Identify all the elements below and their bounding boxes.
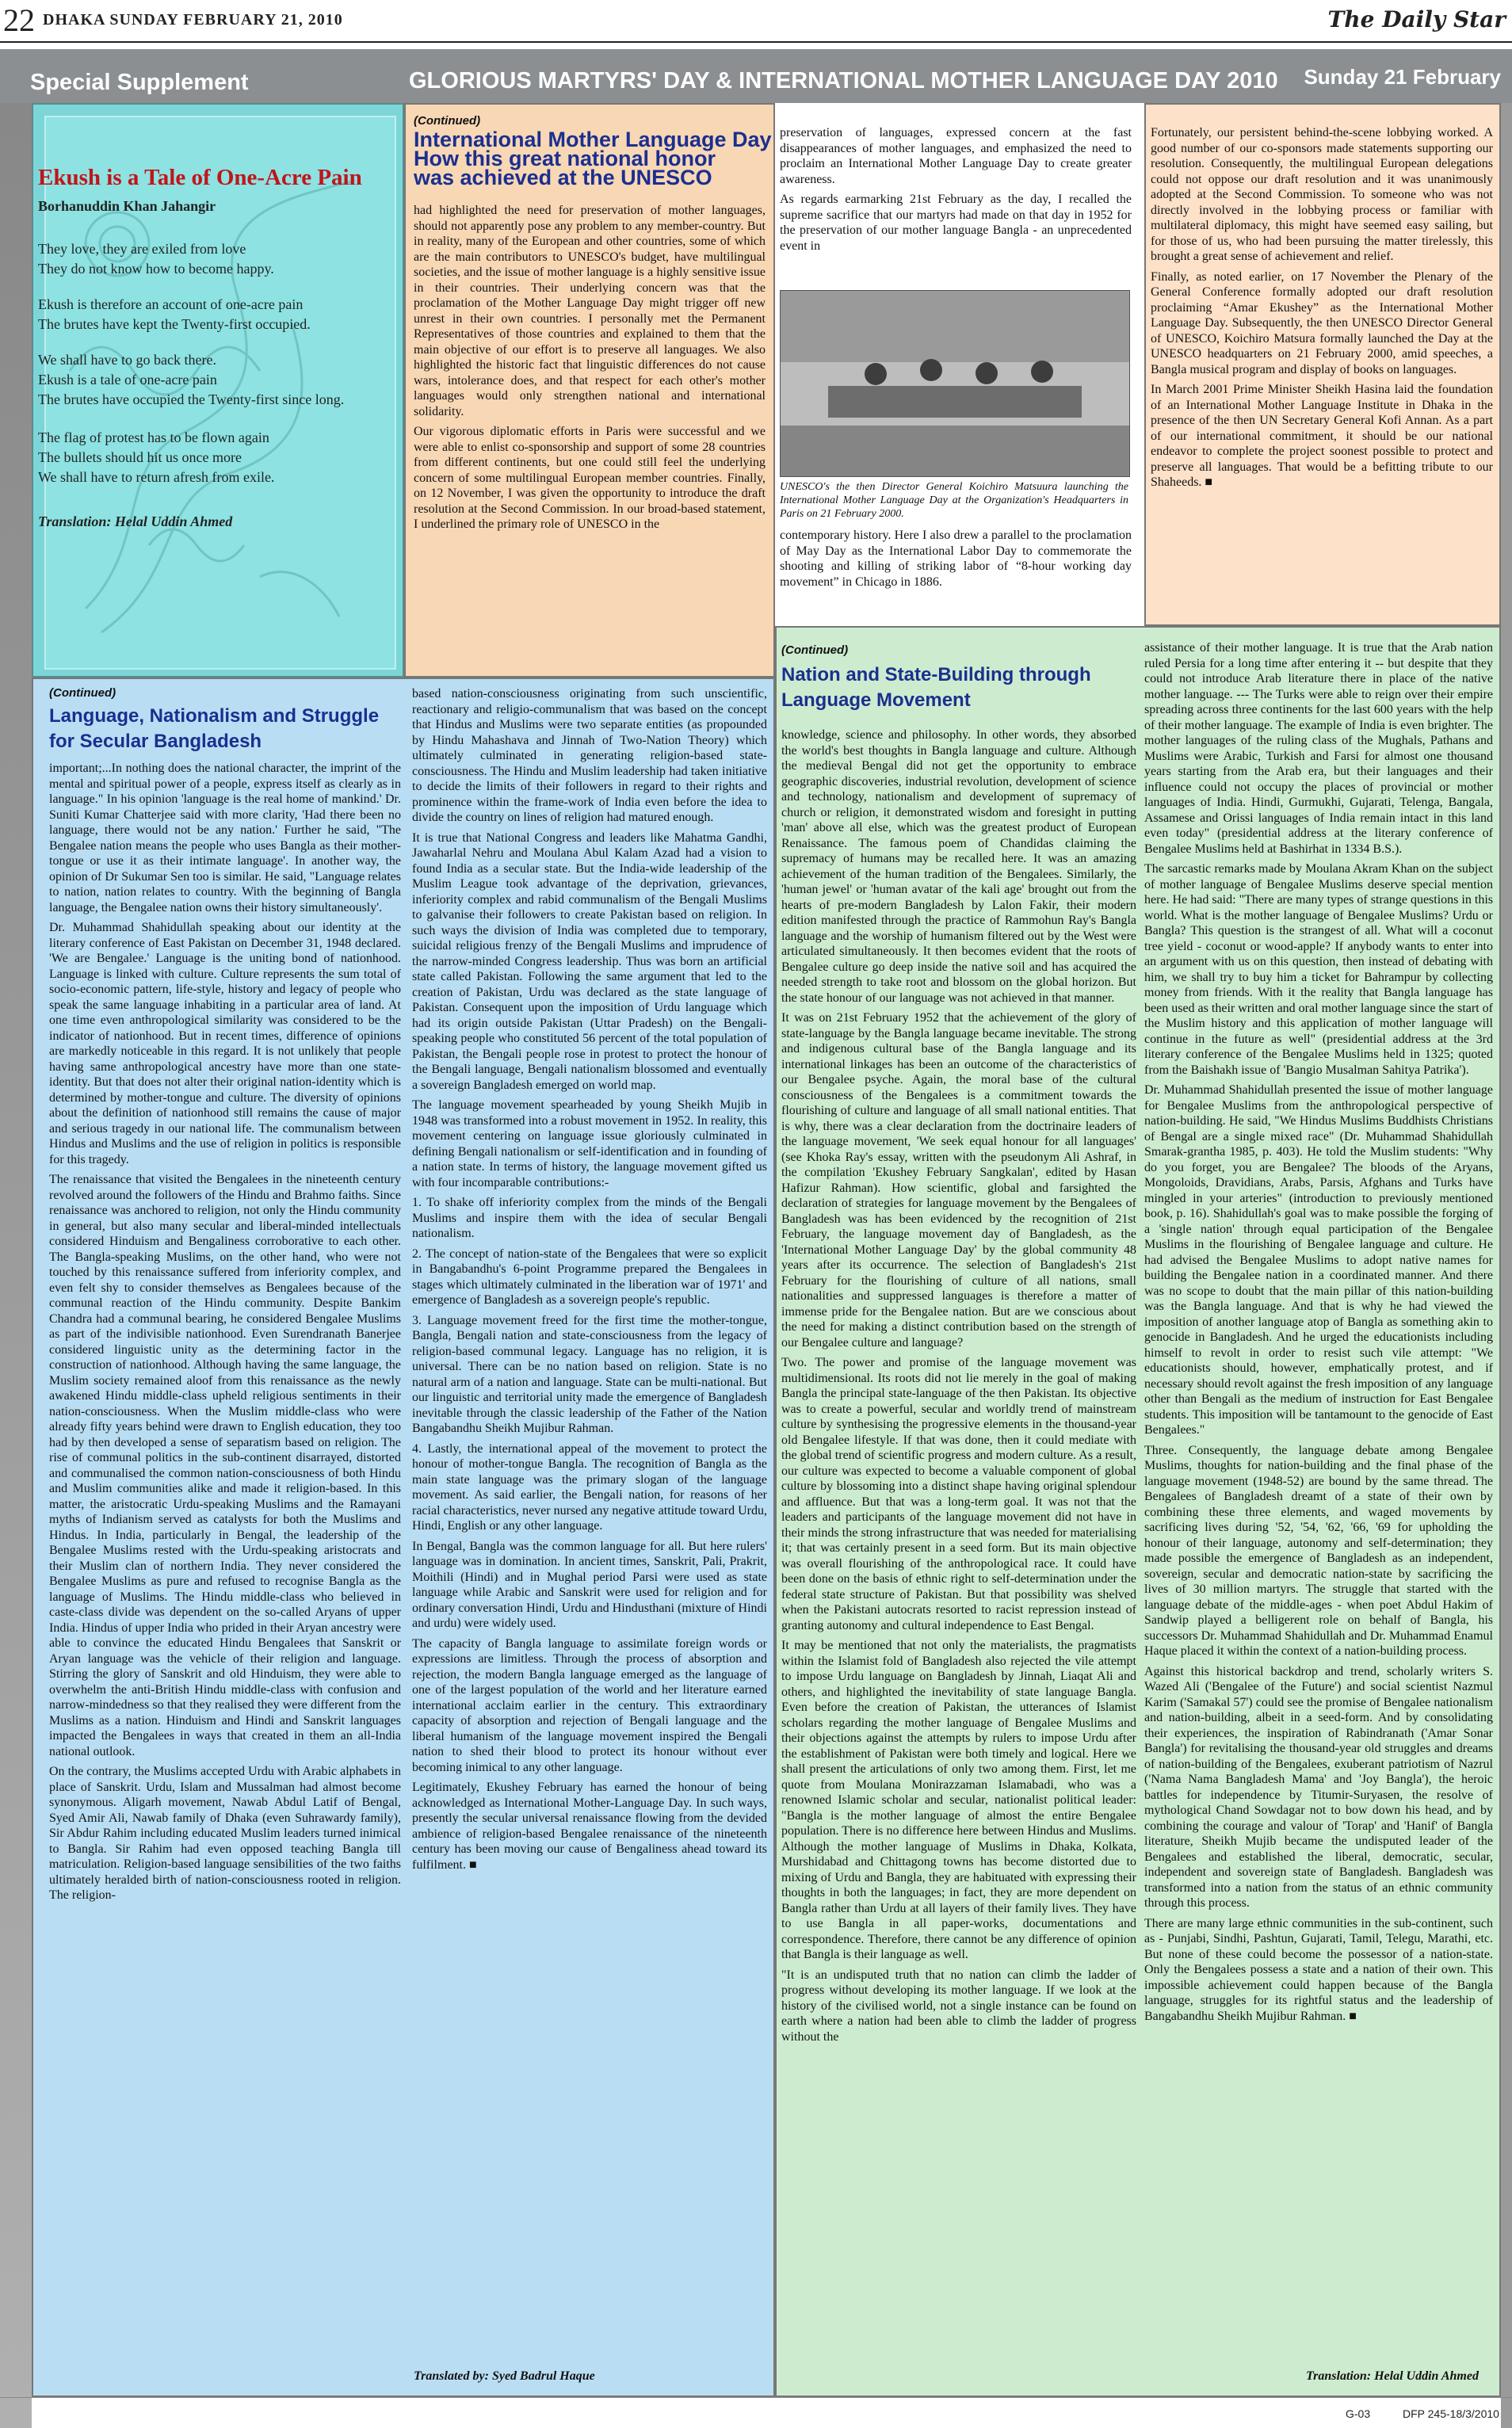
nation-state-column-2 bbox=[1144, 640, 1493, 2341]
headline-line: Nation and State-Building through bbox=[781, 664, 1091, 685]
poem-line: They love, they are exiled from love bbox=[38, 241, 246, 257]
paragraph: It was on 21st February 1952 that the achievement of the glory of state-language by the Bangla language became inevitable. The strong and indigenous cultural base of the Bangla language and its international linkages has been an outcome of the characteristics of our Bengalee psyche. Again, the moral base of the cultural consciousness of the Bengalees is a commitment towards the flourishing of culture and language of all small national entities. That is why, there was a clear declaration from the doctrinaire leaders of the language movement, 'We seek equal honour for all languages' (see Khoka Ray's essay, written with the pseudonym Ali Ashraf, in the compilation 'Ekushey February Sangkalan', edited by Hasan Hafizur Rahman). How scientific, global and farsighted the declaration of strategies for language movement by the Bengalees of Bangladesh was has been evidenced by the recognition of 21st February, the language movement day of Bangladesh, as the 'International Mother Language Day' by the global community 48 years after its occurrence. The selection of Bangladesh's 21st February for the flourishing of culture of all nations, small nationalities and suppressed languages is therefore a matter of immense pride for the Bengalee nation. But are we conscious about the need for making a distinct contribution based on the strength of our Bengalee culture and language? bbox=[781, 1011, 1136, 1350]
paragraph: knowledge, science and philosophy. In other words, they absorbed the world's best thoughts in Bangla language and culture. Although the medieval Bengal did not get the opportunity to embrace geographic discoveries, industrial revolution, development of science and technology, nationalism and development of supremacy of church or religion, it demonstrated wisdom and foresight in putting 'man' above all else, which was the greatest product of European Renaissance. The famous poem of Chandidas claiming the supremacy of humans may be recalled here. It was an amazing achievement of the human tradition of the Bengalees. Similarly, the 'human jewel' or 'human avatar of the kali age' brought out from the hearts of pre-modern Bangladesh by Lalon Fakir, their modern edition manifested through the practice of Rammohun Ray's Bangla language and the worship of humanism filtered out by the West were articulated simultaneously. It then becomes evident that the roots of Bengalee culture go deep inside the native soil and has acquired the needed strength to take root and blossom on the global horizon. But the state honour of our language was not achieved in that manner. bbox=[781, 728, 1136, 1005]
paragraph: Fortunately, our persistent behind-the-scene lobbying worked. A good number of our co-sponsors made statements supporting our resolution. Consequently, the multilingual European delegations could not oppose our draft resolution and it was unanimously adopted at the Second Commission. To someone who was not directly involved in the lobbying process or familiar with multilateral diplomacy, this might have seemed easy sailing, but for those of us, who had been pursuing the matter tirelessly, this brought a great sense of achievement and relief. bbox=[1151, 126, 1493, 263]
poem-translation-credit: Translation: Helal Uddin Ahmed bbox=[38, 513, 233, 529]
nationalism-column-1 bbox=[49, 761, 401, 2392]
paragraph: Two. The power and promise of the language movement was multidimensional. Its roots did not lie merely in the goal of making Bangla the principal state-language of the then Pakistan. Its objective was to create a powerful, secular and worldly trend of mainstream culture by synthesising the progressive elements in the thousand-year old Bengalee lifestyle. If that was done, then it could mediate with the global trend of scientific progress and modern culture. As a result, our culture was expected to become a valuable component of global culture by blossoming into a distinct shape having original splendour and affluence. But that was a long-term goal. It was not that the leaders and participants of the language movement did not have in their minds the strong infrastructure that was needed for materialising it; that was certainly present in a seed form. But its main objective was overall flourishing of the anthropological race. It could have been done on the basis of ethnic right to self-determination under the federal state structure of Pakistan. But that possibility was shelved when the Pakistani autocrats resorted to racist repression instead of granting autonomy and cultural independence to East Bengal. bbox=[781, 1356, 1136, 1632]
headline-line: Language, Nationalism and Struggle bbox=[49, 705, 380, 727]
unesco-launch-photo bbox=[780, 290, 1130, 477]
unesco-headline bbox=[414, 130, 772, 187]
paragraph: On the contrary, the Muslims accepted Urdu with Arabic alphabets in place of Sanskrit. Urdu, Islam and Mussalman had almost become synonymous. Aligarh movement, Nawab Abdul Latif of Bengal, Syed Amir Ali, Nawab family of Dhaka (even Suhrawardy family), Sir Abdur Rahim including educated Muslim leaders turned inimical to Bangla. Sir Rahim had even opposed teaching Bangla till matriculation. Religion-based language sensibilities of the two faiths ultimately heralded birth of nation-consciousness rooted in religion. The religion- bbox=[49, 1765, 401, 1902]
paragraph: Dr. Muhammad Shahidullah presented the issue of mother language for Bengalee Muslims from the anthropological perspective of nation-building. He said, "We Hindus Muslims Buddhists Christians of Bengal are a single mixed race" (Dr. Muhammad Shahidullah Smarak-grantha 1985, p. 403). He told the Muslim students: "Why do you forget, you are Bengalee? The bloods of the Aryans, Mongoloids, Dravidians, Arabs, Parsis, Afghans and Turks have mingled in your arteries" (introduction to previously mentioned book, p. 16). Shahidullah's goal was to make possible the forging of a 'single nation' through equal participation of the Bengalee Muslims in the flourishing of Bengalee language and culture. He had advised the Bengalee Muslims to adopt native names for building the Bengalee nation in a coordinated manner. And there was no scope to doubt that the main pillar of this nation-building was the Bangla language. And that is why he had viewed the imposition of another language atop of Bangla as something akin to genocide in Bangladesh. And he urged the educationists including himself to revolt in order to resist such vile attempt: "We educationists should, however, emphatically protest, and if necessary should revolt against the fresh imposition of any language other than Bengali as the medium of instruction for East Bengalee students. This imposition will be tantamount to the genocide of East Bengalees." bbox=[1144, 1083, 1493, 1437]
paragraph: As regards earmarking 21st February as the day, I recalled the supreme sacrifice that our martyrs had made on that day in 1952 for the preservation of our mother language Bangla - an unprecedented event in bbox=[780, 193, 1132, 253]
poem-stanza bbox=[38, 295, 311, 334]
page-footer bbox=[0, 2397, 1512, 2428]
unesco-column-2-bottom bbox=[780, 528, 1132, 617]
paragraph: Dr. Muhammad Shahidullah speaking about our identity at the literary conference of East Pakistan on December 31, 1948 declared. 'We are Bengalee.' Language is the uniting bond of nationhood. Language is linked with culture. Culture represents the sum total of socio-economic pattern, life-style, history and legacy of people who speak the same language inhabiting in a particular area of land. At one time even anthropological similarity was considered to be the indicator of nationhood. But in recent times, difference of opinions are markedly noticeable in this regard. It is not unlikely that people having same anthropological ancestry have more than one state-identity. But that does not alter their original nation-identity which is determined by mother-tongue and culture. The diversity of opinions about the definition of nationhood still remains the cause of major and serious tragedy in our national life. The communalism between Hindus and Muslims and the use of religion in politics is responsible for this tragedy. bbox=[49, 921, 401, 1166]
paragraph: The renaissance that visited the Bengalees in the nineteenth century revolved around the followers of the Hindu and Brahmo faiths. Since renaissance was anchored to religion, not only the Hindu community in general, but also many secular and liberal-minded intellectuals considered Hinduism and Bengaliness corroborative to each other. The Bangla-speaking Muslims, on the other hand, who were not touched by this renaissance suffered from inferiority complex, and even felt shy to consider themselves as Bengalees because of the communal reaction of the Hindu community. Despite Bankim Chandra had a communal bearing, he considered Bengalee Muslims as part of the indivisible nationhood. Even Surendranath Banerjee considered linguistic unity as the determining factor in the construction of nationhood. Although having the same language, the Muslim society remained aloof from this renaissance as the newly awakened Hindu middle-class upheld religious sentiments in their nation-consciousness. When the Muslim middle-class who were already fifty years behind were drawn to English education, they too had by then developed a sense of separatism based on religion. The rise of communal politics in the sub-continent disarrayed, distorted and communalised the common nation-consciousness of both Hindu and Muslim communities alike and made it religion-based. In this matter, the aristocratic Urdu-speaking Muslims and the Ramayani myths of Indianism served as catalysts for both the Muslims and Hindus. In India, particularly in Bengal, the leadership of the Bengalee Muslims rested with the Urdu-speaking aristocrats and their Muslim clan of northern India. They never considered the Bengalee Muslims as pure and refused to recognise Bangla as the language of Muslims. The Hindu middle-class who believed in caste-class divide was dependent on the so-called Aryans of upper India. Hindus of upper India who prided in their Aryan ancestry were able to convince the educated Hindu Bengalees that Sanskrit or Aryan language was the vehicle of their religion and language. Stirring the glory of Sanskrit and old Hinduism, they were able to overwhelm the anti-British Hindu middle-class with confusion and narrow-mindedness so that they realised they were different from the Muslims as a nation. Hinduism and Hindi and Sanskrit languages impacted the Bengalees in ways that created in them an all-India national outlook. bbox=[49, 1173, 401, 1758]
paragraph: Our vigorous diplomatic efforts in Paris were successful and we were able to enlist co-sponsorship and support of some 28 countries from different continents, but one could still feel the underlying concern of some multilingual European member countries. Finally, on 12 November, I was given the opportunity to introduce the draft resolution at the Second Commission. In our broad-based statement, I underlined the primary role of UNESCO in the bbox=[414, 425, 766, 531]
unesco-column-1 bbox=[414, 203, 766, 672]
paragraph: The language movement spearheaded by young Sheikh Mujib in 1948 was transformed into a robust movement in 1952. In reality, this movement centering on language issue gloriously culminated in defining Bengali nationalism or self-identification and in founding of a nation state. In terms of history, the language movement gifted us with four incomparable contributions:- bbox=[412, 1098, 767, 1189]
section-banner bbox=[0, 49, 1512, 103]
section-label: Special Supplement bbox=[30, 70, 249, 95]
headline-line: was achieved at the UNESCO bbox=[414, 166, 712, 189]
left-margin-strip bbox=[0, 103, 32, 2428]
right-margin-strip bbox=[1501, 103, 1512, 2428]
unesco-column-2-top bbox=[780, 125, 1132, 285]
masthead bbox=[0, 0, 1512, 43]
headline-line: International Mother Language Day bbox=[414, 128, 772, 151]
paragraph: Three. Consequently, the language debate among Bengalee Muslims, thoughts for nation-building and the final phase of the language movement (1948-52) are bound by the same thread. The Bengalees of Bangladesh dreamt of a state of their own by combining these three elements, and waged movements by sacrificing lives during '52, '54, '62, '66, '69 for upholding the honour of their language, autonomy and self-determination; they made possible the emergence of Bangladesh as an independent, sovereign, secular and democratic nation-state by sacrificing the lives of 30 million martyrs. The struggle that started with the language debate of the middle-ages - when poet Abdul Hakim of Sandwip played a belligerent role on behalf of Bangla, his successors Dr. Muhammad Shahidullah and Dr. Muhammad Enamul Haque placed it within the context of a nation-building process. bbox=[1144, 1443, 1493, 1658]
supplement-day: Sunday 21 February bbox=[1304, 65, 1501, 89]
poem-line: Ekush is a tale of one-acre pain bbox=[38, 372, 217, 387]
paragraph: The capacity of Bangla language to assimilate foreign words or expressions are limitless. Through the process of absorption and rejection, the modern Bangla language emerged as the language of one of the largest population of the world and her literature earned international acclaim earlier in the century. This extraordinary capacity of absorption and rejection of Bengali language and the liberal humanism of the language movement inspired the Bengali nation to shed their blood to protect its honour without ever becoming inimical to any other language. bbox=[412, 1636, 767, 1774]
poem-line: The brutes have kept the Twenty-first occupied. bbox=[38, 316, 311, 332]
unesco-photo-caption: UNESCO's the then Director General Koichiro Matsuura launching the International Mother Language Day at the Organization's Headquarters in Paris on 21 February 2000. bbox=[780, 481, 1128, 520]
paragraph: 4. Lastly, the international appeal of the movement to protect the honour of mother-tongue Bangla. The recognition of Bangla as the main state language was the primary slogan of the language movement. As said earlier, the Bengali nation, for reasons of her racial characteristics, never nursed any negative attitude toward Urdu, Hindi, English or any other language. bbox=[412, 1441, 767, 1533]
paragraph: "It is an undisputed truth that no nation can climb the ladder of progress without developing its mother language. If we look at the history of the civilised world, not a single instance can be found on earth where a nation had been able to climb the ladder of progress without the bbox=[781, 1968, 1136, 2044]
paragraph: In Bengal, Bangla was the common language for all. But here rulers' language was in domination. In ancient times, Sanskrit, Pali, Prakrit, Moithili (Hindi) and in Mughal period Parsi were used as state language while Arabic and Sanskrit were used for religion and for ordinary conversation Hindi, Urdu and Hindusthani (mixture of Hindi and urdu) were widely used. bbox=[412, 1539, 767, 1630]
paragraph: It is true that National Congress and leaders like Mahatma Gandhi, Jawaharlal Nehru and Moulana Abul Kalam Azad had a vision to found India as a secular state. But the India-wide leadership of the Muslim League took advantage of the deprivation, grievances, inferiority complex and rabid communalism of the Bengali Muslims to galvanise their followers to create Pakistan based on religion. In such ways the division of India was completed due to temporary, suicidal religious frenzy of the Bengali Muslims and imprudence of the narrow-minded Congress leadership. Thus was born an artificial state called Pakistan. Following the same argument that led to the creation of Pakistan, Urdu was declared as the state language of Pakistan. Consequent upon the imposition of Urdu language which had its origin outside Pakistan (Uttar Pradesh) on the Bengali-speaking people who constituted 56 percent of the total population of Pakistan, the Bengali people rose in protest to protect the honour of the Bengali language, Bengali nationalism blossomed and eventually a sovereign Bangladesh emerged on world map. bbox=[412, 830, 767, 1092]
unesco-continued-label: (Continued) bbox=[414, 114, 481, 128]
nationalism-continued-label: (Continued) bbox=[49, 686, 116, 700]
poem-stanza bbox=[38, 428, 274, 487]
paragraph: Legitimately, Ekushey February has earned the honour of being acknowledged as International Mother-Language Day. In such ways, presently the secular universal renaissance flowing from the devided ambience of religion-based Bengalee renaissance of the nineteenth century has been moving our cause of Bengaliness ahead toward its fulfilment. ■ bbox=[412, 1781, 767, 1872]
paragraph: Against this historical backdrop and trend, scholarly writers S. Wazed Ali ('Bengalee of the Future') and social scientist Nazmul Karim ('Samakal 57') could see the promise of Bengalee nationalism and nation-building, albeit in a seed-form. And by consolidating their experiences, the inspiration of Rabindranath ('Amar Sonar Bangla') for revitalising the thousand-year old struggles and dreams of nation-building of the Bengalees, exuberant patriotism of Nazrul ('Nama Nama Bangladesh Mama' and 'Joy Bangla'), the heroic battles for independence by Titumir-Suryasen, the resolve of mythological Chand Sowdagar not to bow down his head, and by combining the courage and valour of 'Torap' and 'Hanif' of Bangla literature, Sheikh Mujib became the undisputed leader of the Bengalees and established the liberal, democratic, secular, independent and sovereign state of Bangladesh. Bangladesh was transformed into a nation from the status of an ethnic community through this process. bbox=[1144, 1664, 1493, 1910]
poem-line: The brutes have occupied the Twenty-first since long. bbox=[38, 391, 345, 407]
paragraph: 1. To shake off inferiority complex from the minds of the Bengali Muslims and inspire them with the idea of secular Bengali nationalism. bbox=[412, 1196, 767, 1240]
nation-state-translation-credit: Translation: Helal Uddin Ahmed bbox=[1306, 2369, 1479, 2383]
poem-line: They do not know how to become happy. bbox=[38, 261, 274, 277]
supplement-theme: GLORIOUS MARTYRS' DAY & INTERNATIONAL MOTHER LANGUAGE DAY 2010 bbox=[409, 68, 1278, 94]
headline-line: for Secular Bangladesh bbox=[49, 731, 262, 752]
nation-state-headline bbox=[781, 662, 1091, 713]
poem-line: The bullets should hit us once more bbox=[38, 449, 242, 465]
poem-title: Ekush is a Tale of One-Acre Pain bbox=[38, 165, 362, 190]
poem-line: Ekush is therefore an account of one-acre pain bbox=[38, 296, 304, 312]
paragraph: There are many large ethnic communities in the sub-continent, such as - Punjabi, Sindhi, Pashtun, Gujarati, Tamil, Telegu, Marathi, etc. But none of these could become the possessor of a nation-state. Only the Bengalees possess a state and a nation of their own. This impossible achievement could happen because of the Bangla language, struggles for its rightful status and the leadership of Bangabandhu Sheikh Mujibur Rahman. ■ bbox=[1144, 1916, 1493, 2023]
paragraph: had highlighted the need for preservation of mother languages, should not apparently pose any problem to any member-country. But in reality, many of the European and other countries, some of which are the main contributors to UNESCO's budget, have multilingual societies, and the issue of mother language is a highly sensitive issue in their countries. Their underlying concern was that the proclamation of the Mother Language Day might trigger off new unrest in their own countries. I personally met the Permanent Representatives of those countries and explained to them that the main objective of our effort is to preserve all languages. We also highlighted the historic fact that linguistic differences do not cause wars, intolerance does, and that respect for each other's mother languages would only strengthen national and international solidarity. bbox=[414, 204, 766, 418]
paragraph: Finally, as noted earlier, on 17 November the Plenary of the General Conference formally adopted our draft resolution proclaiming “Amar Ekushey” as the International Mother Language Day. Subsequently, the then UNESCO Director General of UNESCO, Koichiro Matsura formally launched the Day at the UNESCO headquarters on 21 February 2000, amid speeches, a Bangla musical program and display of books on languages. bbox=[1151, 269, 1493, 376]
date-line: DHAKA SUNDAY FEBRUARY 21, 2010 bbox=[43, 11, 343, 29]
paragraph: The sarcastic remarks made by Moulana Akram Khan on the subject of mother language of Bengalee Muslims deserve special mention here. He had said: "There are many types of strange questions in this world. What is the mother language of Bengalee Muslims? Urdu or Bangla? This question is the strangest of all. What will a coconut tree yield - coconut or wood-apple? If anybody wants to enter into an argument with us on this question, then instead of debating with him, we shall try to buy him a ticket for Bahrampur by collecting money from friends. With it the reality that Bangla language has been used as their written and oral mother language since the start of the Muslim history and this application of mother language will continue in the future as well" (presidential address at the 3rd literary conference of the Bengalee Muslims held in 1325; quoted from the Baishakh issue of 'Bangio Musalman Sahitya Patrika'). bbox=[1144, 862, 1493, 1077]
paragraph: In March 2001 Prime Minister Sheikh Hasina laid the foundation of an International Mother Language Institute in Dhaka in the presence of the then UN Secretary General Kofi Annan. As a part of our international commitment, it should be our national endeavor to complete the project soonest possible to protect and preserve all languages. That would be a befitting tribute to our Shaheeds. ■ bbox=[1151, 383, 1493, 489]
paragraph: 3. Language movement freed for the first time the mother-tongue, Bangla, Bengali nation and state-consciousness from the legacy of religion-based communal legacy. Language has no religion, it is universal. There can be no nation based on religion. State is no natural arm of a nation and language. State can be multi-national. But our linguistic and territorial unity made the emergence of Bangladesh inevitable through the classic leadership of the Father of the Nation Bangabandhu Sheikh Mujibur Rahman. bbox=[412, 1313, 767, 1435]
paragraph: It may be mentioned that not only the materialists, the pragmatists within the Islamist fold of Bangladesh also rejected the vile attempt to impose Urdu language on Bangladesh by Jinnah, Liaqat Ali and others, and highlighted the inevitability of state language Bangla. Even before the creation of Pakistan, the utterances of Islamist scholars regarding the mother language of Bengalee Muslims and their objections against the attempts by rulers to impose Urdu after the establishment of Pakistan were both timely and logical. Here we shall present the articulations of only two among them. First, let me quote from Moulana Monirazzaman Islamabadi, who was a renowned Islamic scholar and secular, nationalist political leader: "Bangla is the mother language of almost the entire Bengalee population. There is no difference here between Hindus and Muslims. Although the mother language of Muslims in Dhaka, Kolkata, Murshidabad and Chittagong towns has become distorted due to mixing of Urdu and Bangla, they are habituated with expressing their thoughts in both the languages; in fact, they are more dependent on Bangla rather than Urdu at all layers of their family lives. They have to use Bangla in all paper-works, documentations and correspondence. Therefore, there cannot be any difference of opinion that Bangla is their language as well. bbox=[781, 1639, 1136, 1961]
nationalism-headline bbox=[49, 704, 379, 754]
paragraph: based nation-consciousness originating from such unscientific, reactionary and religio-communalism that was based on the concept that Hindus and Muslims were two separate entities (as propounded by Hindu Mahashava and Jinnah of Two-Nation Theory) which ultimately culminated in generating religion-based state-consciousness. The Hindu and Muslim leadership had taken initiative to decide the limits of their followers in regard to their rights and prominence within the frame-work of India even before the idea to divide the country on lines of religion had matured enough. bbox=[412, 687, 767, 824]
nation-state-continued-label: (Continued) bbox=[781, 643, 849, 657]
headline-line: Language Movement bbox=[781, 689, 971, 711]
poem-author: Borhanuddin Khan Jahangir bbox=[38, 198, 216, 214]
nationalism-translation-credit: Translated by: Syed Badrul Haque bbox=[414, 2369, 595, 2383]
poem-line: We shall have to return afresh from exile. bbox=[38, 469, 275, 485]
paper-name: The Daily Star bbox=[1327, 6, 1506, 32]
unesco-column-3 bbox=[1151, 125, 1493, 618]
headline-line: How this great national honor bbox=[414, 147, 716, 170]
footer-print-code: DFP 245-18/3/2010 bbox=[1403, 2407, 1499, 2420]
paragraph: 2. The concept of nation-state of the Bengalees that were so explicit in Bangabandhu's 6-point Programme prepared the Bengalees in stages which ultimately culminated in the liberation war of 1971' and emergence of Bangladesh as a sovereign people's republic. bbox=[412, 1246, 767, 1307]
paragraph: important;...In nothing does the national character, the imprint of the mental and spiritual power of a people, express itself as clearly as in language." In his opinion 'language is the real home of mankind.' Dr. Suniti Kumar Chatterjee said with more clarity, 'Had there been no language, there would not be any nation.' Further he said, "The Bengalee nation means the people who uses Bangla as their mother-tongue or use it as their intimate language'. In another way, the opinion of Dr Sukumar Sen too is similar. He said, "Language relates to nation, nation relates to country. With the beginning of Bangla language, the Bengalee nation owns their history simultaneously'. bbox=[49, 762, 401, 914]
footer-page-code: G-03 bbox=[1346, 2407, 1371, 2420]
poem-stanza bbox=[38, 350, 344, 410]
page-number: 22 bbox=[3, 2, 35, 38]
poem-line: The flag of protest has to be flown again bbox=[38, 429, 269, 445]
paragraph: assistance of their mother language. It is true that the Arab nation ruled Persia for a long time after entering it -- but despite that they could not introduce Arab literature there in place of the native mother language. --- The Turks were able to reign over their empire spreading across three continents for the last 600 years with the help of their mother language. The example of India is even brighter. The mother languages of the ruling class of the Mughals, Pathans and Muslims were Arabic, Turkish and Farsi for almost one thousand years starting from the Arab era, but their languages and their influence could not occupy the places of provincial or mother languages of India. Hindi, Gurmukhi, Gujarati, Telenga, Bangala, Assamese and Orissi languages of India remain intact in this land even today" (presidential address at the literary conference of Bengalee Muslims held at Bashirhat in 1334 B.S.). bbox=[1144, 641, 1493, 856]
poem-line: We shall have to go back there. bbox=[38, 352, 216, 368]
nationalism-column-2 bbox=[412, 686, 767, 2358]
paragraph: contemporary history. Here I also drew a parallel to the proclamation of May Day as the International Labor Day to commemorate the shooting and killing of striking labor of “8-hour working day movement” in Chicago in 1886. bbox=[780, 529, 1132, 589]
conference-podium-icon bbox=[781, 291, 1129, 476]
nation-state-column-1 bbox=[781, 727, 1136, 2392]
poem-stanza bbox=[38, 239, 274, 279]
paragraph: preservation of languages, expressed concern at the fast disappearances of mother languages, and emphasized the need to proclaim an International Mother Language Day to create greater awareness. bbox=[780, 126, 1132, 186]
